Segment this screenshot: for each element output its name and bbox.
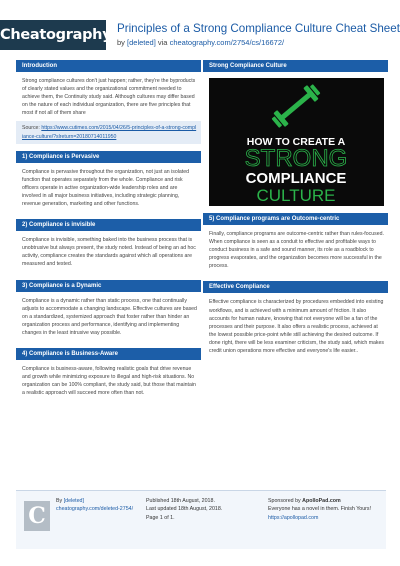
footer-author-link[interactable]: [deleted] bbox=[63, 498, 84, 504]
dumbbell-icon bbox=[270, 82, 323, 130]
published-date: Published 18th August, 2018. bbox=[146, 498, 215, 504]
author-link[interactable]: [deleted] bbox=[127, 38, 156, 47]
page-title: Principles of a Strong Compliance Culture Cheat Sheet bbox=[117, 22, 400, 35]
section-body: Finally, compliance programs are outcome-centric rather than rules-focused. When compliance is seen as a conduit to effective and profitable ways to conduct business in a safe and sound manner, its role as a roadblock to progress evaporates, and the organization becomes more successful in the process. bbox=[209, 231, 384, 270]
section-body: Compliance is pervasive throughout the organization, not just an isolated function that operates separately from the whole. Compliance and risk officers operate in active organization-wide leadership roles and are involved in all major business initiatives, including strategic planning, revenue generation, marketing and other functions. bbox=[22, 168, 189, 208]
left-column bbox=[16, 60, 201, 408]
poster-line-3: COMPLIANCE bbox=[245, 170, 347, 187]
section-body: Effective compliance is characterized by procedures embedded into existing workflows, and is achieved with a minimum amount of friction. It also accounts for human nature, knowing that not everyone will be a fan of the processes and their purpose. It also offers a realistic process, achieved at the lowest possible price-point while still achieving the desired outcome. If done right, there will be less examiner criticism, the study said, which makes credit union operations more effective and everyone's life easier.. bbox=[209, 299, 385, 355]
right-column bbox=[203, 60, 388, 366]
source-link[interactable]: https://www.cutimes.com/2015/04/26/5-principles-of-a-strong-compliance-culture/?slreturn=20180714011950 bbox=[22, 125, 197, 140]
poster-line-1: HOW TO CREATE A bbox=[246, 136, 346, 148]
section-heading: 3) Compliance is a Dynamic bbox=[16, 280, 201, 292]
section-body: Compliance is invisible, something baked into the business process that is unobtrusive but always present, the study noted. Instead of being an ad hoc activity, compliance creates the standards against which all operations are measured and tested. bbox=[22, 237, 196, 268]
byline-prefix: by bbox=[117, 38, 128, 47]
section-pervasive bbox=[16, 151, 201, 212]
section-effective-compliance bbox=[203, 281, 388, 359]
footer-sponsor bbox=[268, 497, 383, 522]
byline bbox=[117, 38, 284, 47]
section-heading: Effective Compliance bbox=[203, 281, 388, 293]
section-heading: 1) Compliance is Pervasive bbox=[16, 151, 201, 163]
poster-line-4: CULTURE bbox=[256, 186, 336, 205]
sponsor-url[interactable]: https://apollopad.com bbox=[268, 514, 319, 521]
page-header bbox=[0, 0, 400, 58]
source-label: Source: bbox=[22, 125, 42, 132]
section-heading: 4) Compliance is Business-Aware bbox=[16, 348, 201, 360]
compliance-poster-image bbox=[209, 78, 384, 206]
poster-line-2: STRONG bbox=[244, 145, 348, 172]
section-poster bbox=[203, 60, 388, 206]
cheatography-logo[interactable]: Cheatography bbox=[0, 20, 106, 50]
section-heading: 2) Compliance is invisible bbox=[16, 219, 201, 231]
section-heading: Strong Compliance Culture bbox=[203, 60, 388, 72]
poster-graphic bbox=[209, 78, 384, 206]
sponsor-text: Everyone has a novel in them. Finish Yours! bbox=[268, 506, 372, 513]
sponsor-link[interactable]: ApolloPad.com bbox=[302, 498, 341, 504]
section-heading: 5) Compliance programs are Outcome-centric bbox=[203, 213, 388, 225]
section-heading: Introduction bbox=[16, 60, 201, 72]
updated-date: Last updated 18th August, 2018. bbox=[146, 506, 223, 513]
sheet-url-link[interactable]: cheatography.com/2754/cs/16672/ bbox=[169, 38, 285, 47]
section-outcome-centric bbox=[203, 213, 388, 274]
page-count: Page 1 of 1. bbox=[146, 514, 175, 521]
footer-dates bbox=[146, 497, 256, 522]
section-introduction bbox=[16, 60, 201, 144]
section-invisible bbox=[16, 219, 201, 272]
section-body: Compliance is business-aware, following realistic goals that drive revenue and growth while minimizing exposure to illegal and high-risk situations. No organization can be 100% compliant, the study said, but those that maintain a realistic approach will succeed more often than not. bbox=[22, 365, 196, 397]
byline-via: via bbox=[155, 38, 170, 47]
footer-by-label: By bbox=[56, 498, 64, 504]
footer-author-url[interactable]: cheatography.com/deleted-2754/ bbox=[56, 506, 134, 513]
section-body: Compliance is a dynamic rather than static process, one that continually adjusts to accommodate a changing landscape. Effective cultures are based on a standardized, systemized approach that foster rather than hinder an organization process and performance, identifying and implementing changes in the least intrusive way possible. bbox=[22, 297, 197, 336]
source-box bbox=[16, 121, 201, 143]
footer-author bbox=[56, 497, 136, 514]
section-body: Strong compliance cultures don't just happen; rather, they're the byproducts of clearly stated values and the organizational commitment needed to achieve them, the Continuity study said. Although cultures may differ based on the nature of each individual organization, there are five principles that most if not all of them share bbox=[22, 78, 196, 117]
section-business-aware bbox=[16, 348, 201, 401]
page-footer bbox=[16, 490, 386, 549]
sponsor-label: Sponsored by bbox=[268, 498, 303, 504]
section-dynamic bbox=[16, 280, 201, 341]
author-avatar-icon: C bbox=[24, 501, 50, 531]
